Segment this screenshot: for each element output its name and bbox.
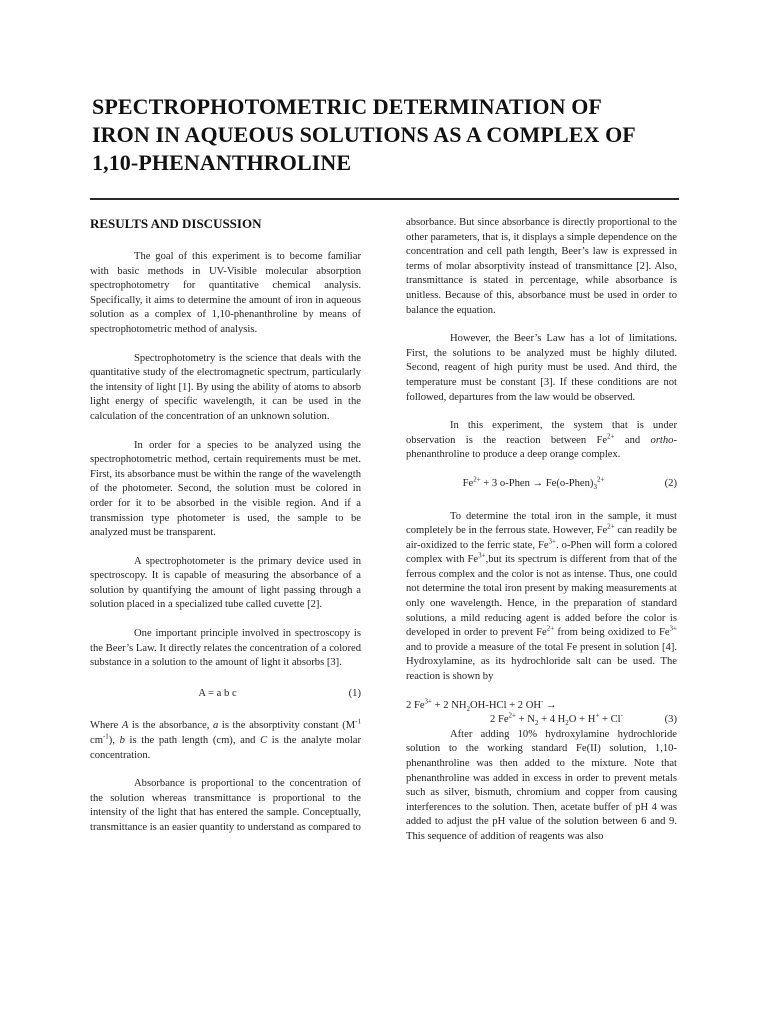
paragraph-system: In this experiment, the system that is under observation is the reaction between $Fe^{2+}$ and ortho-phenanthroline to produce a deep orange complex. — [406, 420, 678, 461]
paragraph-procedure: After adding 10% hydroxylamine hydrochloride solution to the working standard Fe(II) solution, 1,10-phenanthroline was then added to the mixture. Note that phenanthroline was added in excess in order to prevent metals such as silver, bismuth, chromium and copper from causing interferences to the solution. Then, acetate buffer of pH 4 was added to adjust the pH value of the solution between 6 and 9. This sequence of addition of reagents was also — [406, 728, 677, 842]
paragraph-goal: The goal of this experiment is to become familiar with basic methods in UV-Visible molecular absorption spectrophotometry for quantitative chemical analysis. Specifically, it aims to determine the amount of iron in aqueous solution as a complex of 1,10-phenanthroline by means of spectrophotometric method of analysis. — [90, 251, 361, 335]
title-divider — [90, 198, 679, 200]
equation-3-line-2: 2 $Fe^{2+} + N_2 + 4$ $H_2O + H^+ + Cl^-$ (3) — [490, 711, 677, 728]
equation-3-line-1: 2 $Fe^{3+} + 2$ $NH_2OH$-HCl + 2 OH- → — [406, 697, 557, 713]
paper-title — [92, 93, 692, 177]
right-column — [406, 216, 677, 859]
equation-1-body: A = a b c — [198, 687, 237, 699]
paragraph-spectrophotometry: Spectrophotometry is the science that deals with the quantitative study of the electromagnetic spectrum, particularly the intensity of light [1]. By using the ability of atoms to absorb light energy of specific wavelength, it can be used in the calculation of the concentration of an unknown solution. — [90, 352, 361, 422]
title-line-1: SPECTROPHOTOMETRIC DETERMINATION OF — [92, 94, 602, 119]
paragraph-requirements: In order for a species to be analyzed using the spectrophotometric method, certain requirements must be met. First, its absorbance must be within the range of the wavelength of the photometer. Second, the solution must be colored in order for it to be absorbed in the visible region. And if a transmission type photometer is used, the sample to be analyzed must be transparent. — [90, 439, 361, 539]
paragraph-spectrophotometer: A spectrophotometer is the primary device used in spectroscopy. It is capable of measuring the absorbance of a solution by quantifying the amount of light passing through a solution placed in a specialized tube called cuvette [2]. — [90, 555, 361, 611]
paragraph-limitations: However, the Beer’s Law has a lot of limitations. First, the solutions to be analyzed must be highly diluted. Second, reagent of high purity must be used. And third, the temperature must be constant [3]. If these conditions are not followed, departures from the law would be observed. — [406, 333, 677, 403]
equation-3 — [406, 699, 677, 728]
paragraph-ferrous-state: To determine the total iron in the sample, it must completely be in the ferrous state. However, $Fe^{2+}$ can readily be air-oxidized to the ferric state, $Fe^{3+}$. o-Phen will form a colored complex with $Fe^{3+},but$ its spectrum is different from that of the ferrous complex and the color is not as intense. Thus, one could not determine the total iron present by making measurements at only one wavelength. Hence, in the preparation of standard solutions, a mild reducing agent is added before the color is developed in order to prevent $Fe^{2+}$ from being oxidized to $Fe^{3+}$ and to provide a measure of the total Fe present in solution [4]. Hydroxylamine, as its hydrochloride salt can be used. The reaction is shown by — [406, 510, 677, 683]
section-heading: RESULTS AND DISCUSSION — [90, 216, 262, 231]
paragraph-absorbance: Absorbance is proportional to the concentration of the solution whereas transmittance is proportional to the intensity of the light that has entered the sample. Conceptually, transmittance is an easier quantity to understand as compared to — [90, 778, 361, 833]
equation-1 — [90, 687, 361, 702]
paragraph-absorbance-cont: absorbance. But since absorbance is directly proportional to the other parameters, that is, it displays a simple dependence on the concentration and cell path length, Beer’s law is expressed in terms of molar absorptivity instead of transmittance [2]. Also, transmittance is stated in percentage, while absorbance is unitless. Because of this, absorbance must be used in order to balance the equation. — [406, 217, 677, 316]
paragraph-beers-law: One important principle involved in spectroscopy is the Beer’s Law. It directly relates the concentration of a colored substance in a solution to the amount of light it absorbs [3]. — [90, 628, 361, 669]
equation-1-number: (1) — [348, 687, 361, 699]
equation-3-number: (3) — [664, 714, 677, 726]
equation-2 — [406, 477, 677, 492]
equation-2-number: (2) — [664, 477, 677, 489]
left-column — [90, 216, 361, 850]
title-line-2: IRON IN AQUEOUS SOLUTIONS AS A COMPLEX OF — [92, 122, 636, 147]
title-line-3: 1,10-PHENANTHROLINE — [92, 150, 352, 175]
equation-2-body: $Fe^{2+} + 3$ o-Phen → $Fe(o-Phen)_3^{2+}$ — [462, 475, 605, 492]
paragraph-variables: Where A is the absorbance, a is the absorptivity constant ($M^{-1}$ $cm^{-1}$), b is the path length (cm), and C is the analyte molar concentration. — [90, 717, 361, 761]
